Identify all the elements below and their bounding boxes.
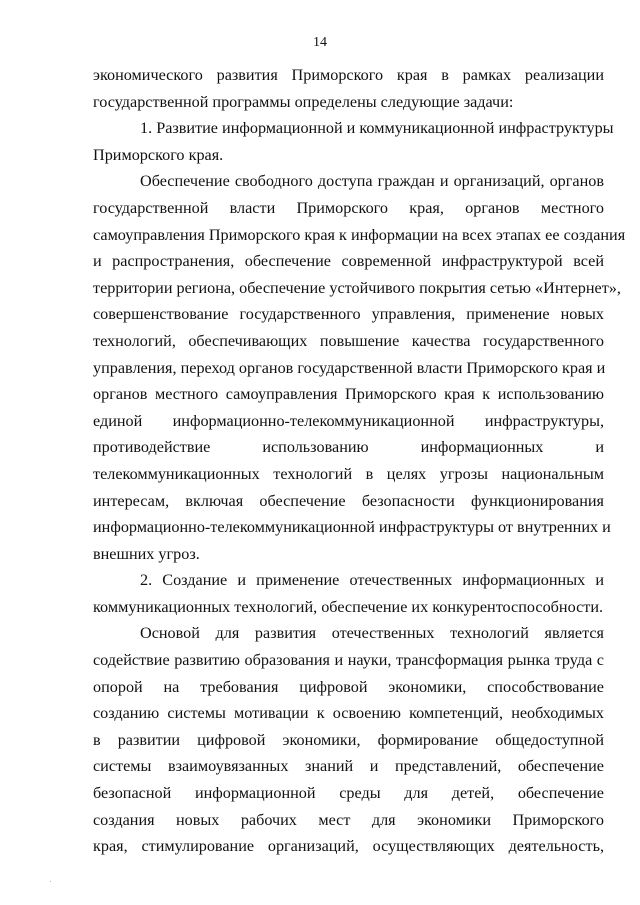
- text-line: системы взаимоувязанных знаний и представлений, обеспечение: [93, 757, 604, 776]
- text-line: самоуправления Приморского края к информации на всех этапах ее создания: [93, 225, 626, 244]
- text-line: государственной власти Приморского края, органов местного: [93, 198, 604, 217]
- text-line: 1. Развитие информационной и коммуникационной инфраструктуры: [140, 119, 614, 138]
- text-line: телекоммуникационных технологий в целях угрозы национальным: [93, 464, 604, 483]
- text-line: внешних угроз.: [93, 544, 200, 563]
- scan-speck: [50, 881, 51, 882]
- text-line: органов местного самоуправления Приморского края к использованию: [93, 385, 604, 404]
- text-line: экономического развития Приморского края в рамках реализации: [93, 66, 604, 84]
- text-line: созданию системы мотивации к освоению компетенций, необходимых: [93, 704, 604, 723]
- text-line: управления, переход органов государственной власти Приморского края и: [93, 358, 606, 377]
- text-line: интересам, включая обеспечение безопасности функционирования: [93, 491, 604, 510]
- page-number: 14: [313, 35, 327, 50]
- text-line: коммуникационных технологий, обеспечение их конкурентоспособности.: [93, 597, 604, 616]
- text-line: совершенствование государственного управления, применение новых: [93, 305, 604, 324]
- text-line: единой информационно-телекоммуникационной инфраструктуры,: [93, 411, 604, 430]
- text-line: опорой на требования цифровой экономики, способствование: [93, 677, 604, 696]
- text-line: в развитии цифровой экономики, формирование общедоступной: [93, 730, 604, 749]
- text-line: технологий, обеспечивающих повышение качества государственного: [93, 331, 604, 350]
- body-text: [93, 62, 626, 860]
- text-line: Основой для развития отечественных технологий является: [140, 624, 604, 643]
- text-line: создания новых рабочих мест для экономики Приморского: [93, 810, 604, 829]
- text-line: 2. Создание и применение отечественных информационных и: [140, 571, 604, 590]
- text-line: содействие развитию образования и науки, трансформация рынка труда с: [93, 651, 604, 670]
- text-line: Приморского края.: [93, 145, 224, 164]
- text-line: государственной программы определены следующие задачи:: [93, 92, 514, 111]
- text-line: территории региона, обеспечение устойчивого покрытия сетью «Интернет»,: [93, 278, 621, 297]
- text-line: информационно-телекоммуникационной инфраструктуры от внутренних и: [93, 518, 611, 537]
- text-line: и распространения, обеспечение современной инфраструктурой всей: [93, 252, 604, 271]
- text-line: края, стимулирование организаций, осуществляющих деятельность,: [93, 837, 604, 856]
- text-line: противодействие использованию информационных и: [93, 438, 604, 457]
- text-line: безопасной информационной среды для детей, обеспечение: [93, 784, 604, 803]
- text-line: Обеспечение свободного доступа граждан и организаций, органов: [140, 172, 604, 191]
